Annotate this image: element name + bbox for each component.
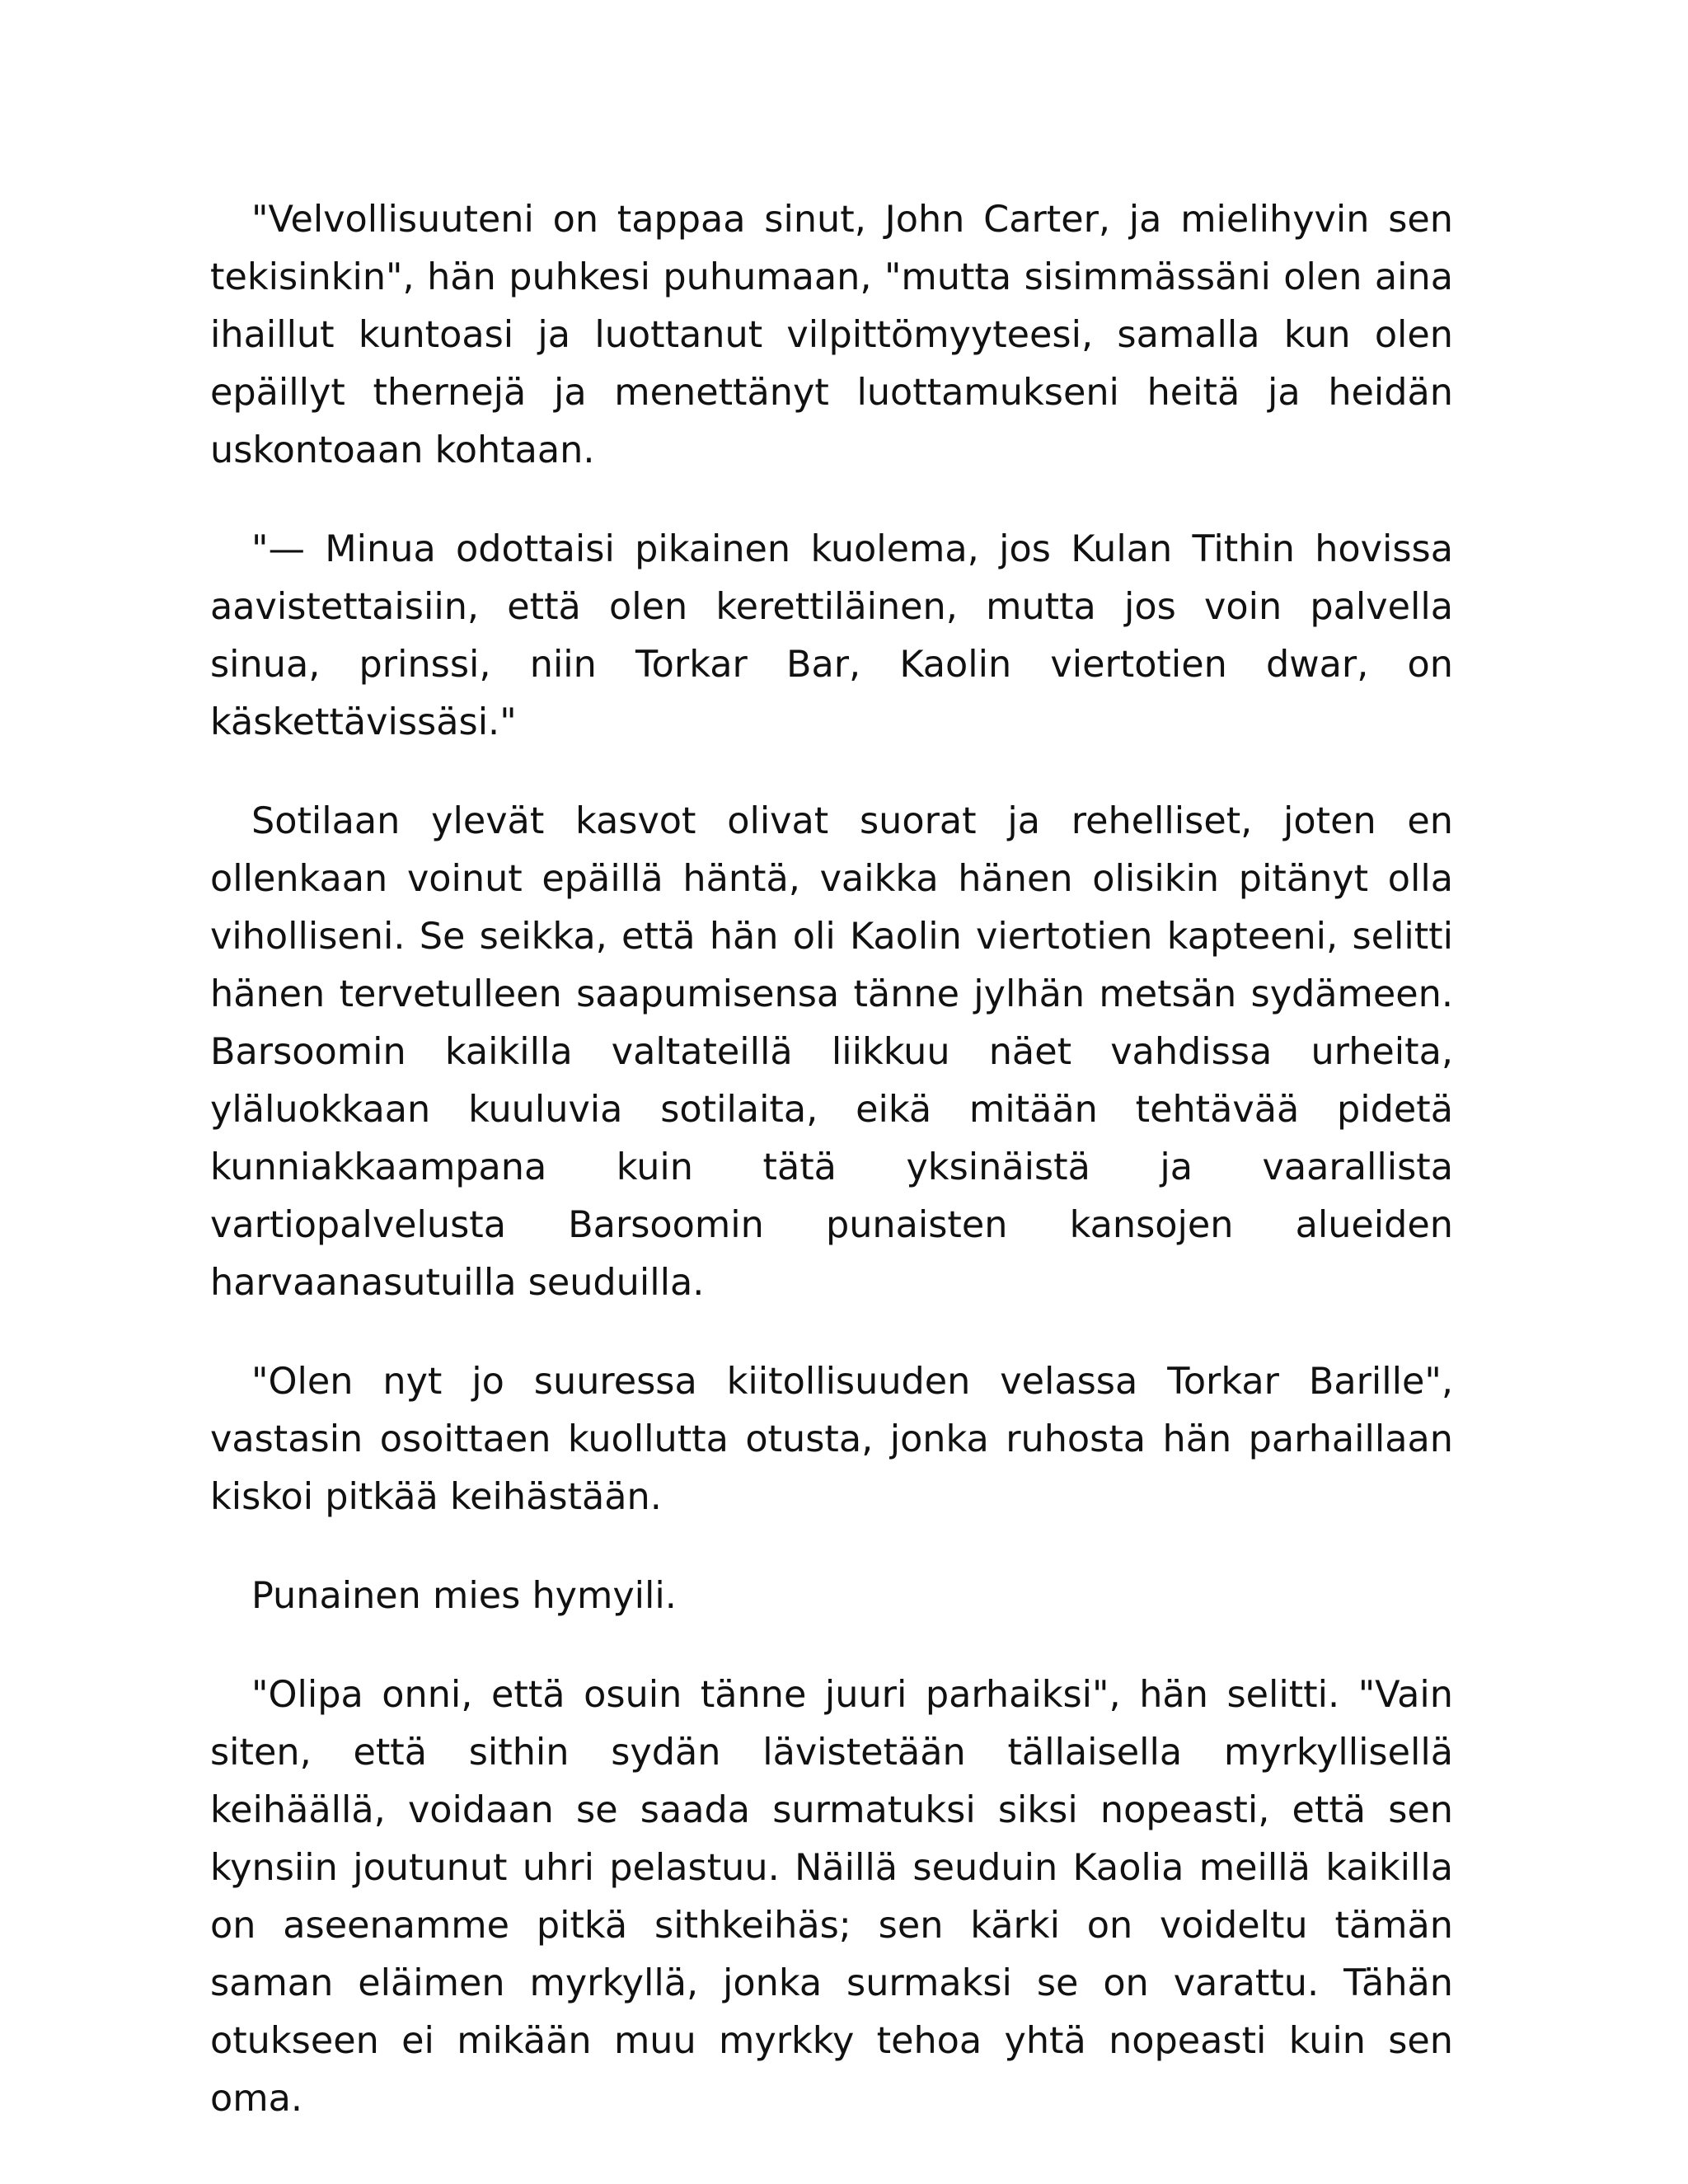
paragraph-3: Sotilaan ylevät kasvot olivat suorat ja rehelliset, joten en ollenkaan voinut epäillä häntä, vaikka hänen olisikin pitänyt olla viholliseni. Se seikka, että hän oli Kaolin viertotien kapteeni, selitti hänen tervetulleen saapumisensa tänne jylhän metsän sydämeen. Barsoomin kaikilla valtateillä liikkuu näet vahdissa urheita, yläluokkaan kuuluvia sotilaita, eikä mitään tehtävää pidetä kunniakkaampana kuin tätä yksinäistä ja vaarallista vartiopalvelusta Barsoomin punaisten kansojen alueiden harvaanasutuilla seuduilla.	[210, 800, 1453, 1304]
paragraph-2: "— Minua odottaisi pikainen kuolema, jos Kulan Tithin hovissa aavistettaisiin, että olen kerettiläinen, mutta jos voin palvella sinua, prinssi, niin Torkar Bar, Kaolin viertotien dwar, on käskettävissäsi."	[210, 528, 1453, 743]
paragraph-4: "Olen nyt jo suuressa kiitollisuuden velassa Torkar Barille", vastasin osoittaen kuollutta otusta, jonka ruhosta hän parhaillaan kiskoi pitkää keihästään.	[210, 1361, 1453, 1518]
document-page	[210, 191, 1453, 2128]
paragraph-1: "Velvollisuuteni on tappaa sinut, John Carter, ja mielihyvin sen tekisinkin", hän puhkesi puhumaan, "mutta sisimmässäni olen aina ihaillut kuntoasi ja luottanut vilpittömyyteesi, samalla kun olen epäillyt thernejä ja menettänyt luottamukseni heitä ja heidän uskontoaan kohtaan.	[210, 199, 1453, 471]
paragraph-6: "Olipa onni, että osuin tänne juuri parhaiksi", hän selitti. "Vain siten, että sithin sydän lävistetään tällaisella myrkyllisellä keihäällä, voidaan se saada surmatuksi siksi nopeasti, että sen kynsiin joutunut uhri pelastuu. Näillä seuduin Kaolia meillä kaikilla on aseenamme pitkä sithkeihäs; sen kärki on voideltu tämän saman eläimen myrkyllä, jonka surmaksi se on varattu. Tähän otukseen ei mikään muu myrkky tehoa yhtä nopeasti kuin sen oma.	[210, 1674, 1453, 2120]
paragraph-5: Punainen mies hymyili.	[251, 1575, 677, 1617]
